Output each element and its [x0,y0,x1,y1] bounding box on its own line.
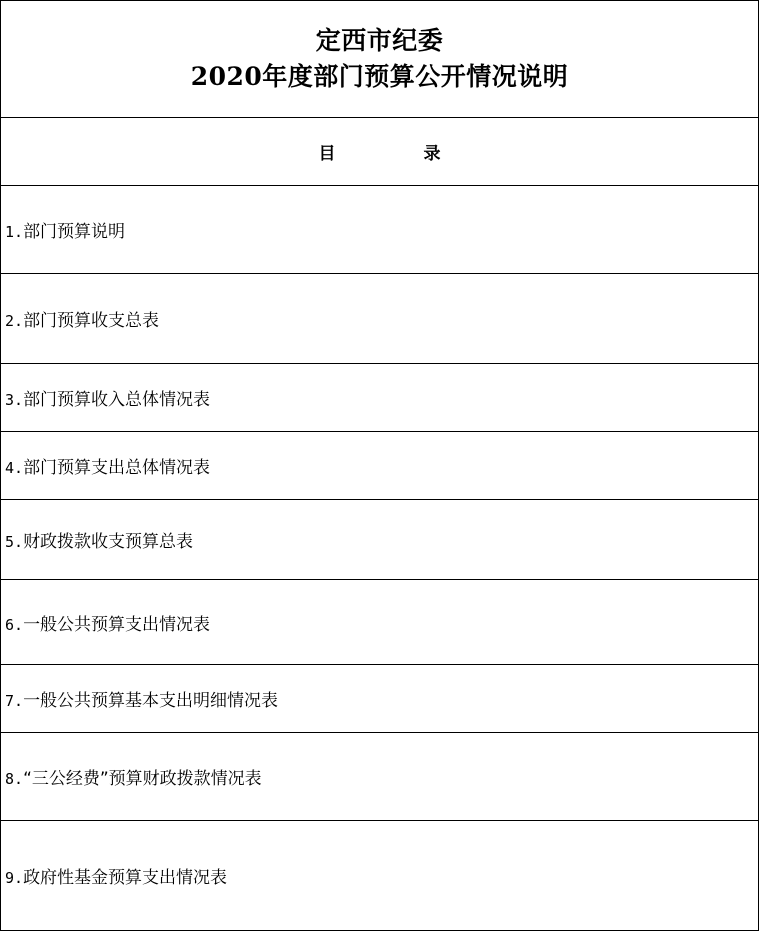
toc-item-2[interactable] [1,274,759,364]
document-title-org: 定西市纪委 [315,26,444,55]
toc-item-5[interactable] [1,500,759,580]
toc-row [1,364,759,432]
toc-item-8[interactable] [1,733,759,821]
toc-heading-cell [1,118,759,186]
toc-item-number: 4. [5,459,24,477]
toc-item-number: 6. [5,615,24,634]
title-row [1,1,759,118]
toc-row [1,580,759,665]
toc-row [1,432,759,500]
toc-row [1,733,759,821]
toc-item-4[interactable] [1,432,759,500]
toc-row [1,186,759,274]
toc-heading-row [1,118,759,186]
toc-item-label: 部门预算收入总体情况表 [23,390,211,410]
toc-item-1[interactable] [1,186,759,274]
toc-item-7[interactable] [1,665,759,733]
toc-item-number: 1. [5,223,24,241]
toc-item-6[interactable] [1,580,759,665]
toc-item-number: 3. [5,391,24,409]
toc-item-label: 财政拨款收支预算总表 [23,532,194,552]
toc-row [1,500,759,580]
toc-row [1,821,759,931]
toc-item-3[interactable] [1,364,759,432]
toc-item-label: “三公经费”预算财政拨款情况表 [23,769,262,789]
toc-item-9[interactable] [1,821,759,931]
toc-item-label: 政府性基金预算支出情况表 [23,868,228,888]
toc-heading-char-2: 录 [423,144,441,164]
title-cell [1,1,759,118]
toc-row [1,665,759,733]
toc-item-number: 5. [5,533,24,551]
toc-item-label: 一般公共预算基本支出明细情况表 [23,691,279,711]
toc-item-label: 一般公共预算支出情况表 [23,614,211,635]
toc-item-label: 部门预算支出总体情况表 [23,458,211,478]
toc-item-number: 9. [5,869,24,887]
toc-row [1,274,759,364]
toc-item-label: 部门预算收支总表 [23,311,160,331]
toc-item-number: 2. [5,312,24,330]
toc-item-label: 部门预算说明 [23,222,126,242]
toc-item-number: 7. [5,692,24,710]
toc-item-number: 8. [5,770,24,788]
document-title-main: 2020年度部门预算公开情况说明 [190,62,569,91]
toc-heading-char-1: 目 [318,144,336,164]
